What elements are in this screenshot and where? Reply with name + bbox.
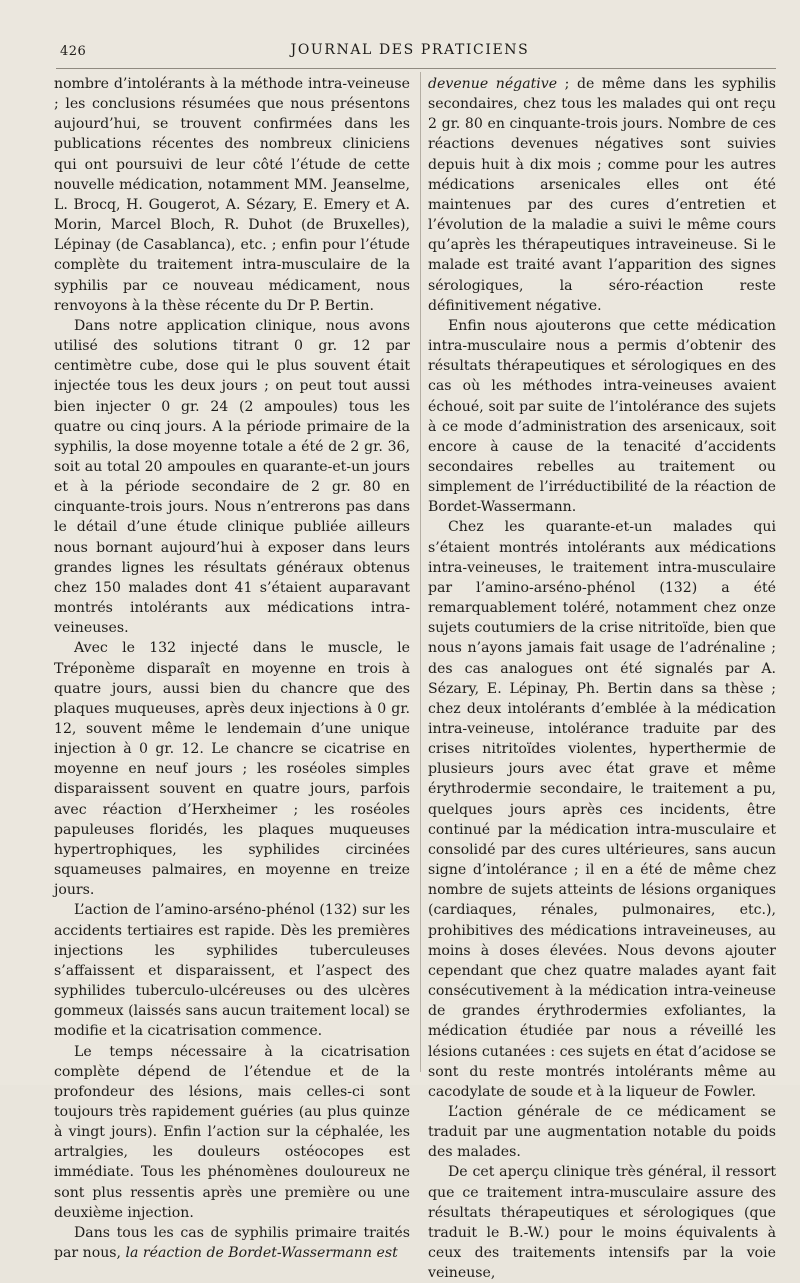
paragraph: Dans notre application clinique, nous avons utilisé des solutions titrant 0 gr. 12 par centimètre cube, dose qui le plus souvent était injectée tous les deux jours ; on peut tout aussi bien injecter 0 gr. 24 (2 ampoules) tous les quatre ou cinq jours. A la période primaire de la syphilis, la dose moyenne totale a été de 2 gr. 36, soit au total 20 ampoules en quarante-et-un jours et à la période secondaire de 2 gr. 80 en cinquante-trois jours. Nous n’entrerons pas dans le détail d’une étude clinique publiée ailleurs nous bornant aujourd’hui à exposer dans leurs grandes lignes les résultats généraux obtenus chez 150 malades dont 41 s’étaient auparavant montrés intolérants aux médications intra-veineuses.: [54, 317, 410, 637]
paragraph: Enfin nous ajouterons que cette médication intra-musculaire nous a permis d’obtenir des résultats thérapeutiques et sérologiques en des cas où les méthodes intra-veineuses avaient échoué, soit par suite de l’intolérance des sujets à ce mode d’administration des arsenicaux, soit encore à cause de la tenacité d’accidents secondaires rebelles au traitement ou simplement de l’irréductibilité de la réaction de Bordet-Wassermann.: [428, 317, 776, 516]
paragraph-text: Dans tous les cas de syphilis primaire traités par nous,: [54, 1224, 410, 1262]
paragraph: [54, 1223, 410, 1263]
paragraph: nombre d’intolérants à la méthode intra-veineuse ; les conclusions résumées que nous présentons aujourd’hui, se trouvent confirmées dans les publications récentes des nombreux cliniciens qui ont poursuivi de leur côté l’étude de cette nouvelle médication, notamment MM. Jeanselme, L. Brocq, H. Gougerot, A. Sézary, E. Emery et A. Morin, Marcel Bloch, R. Duhot (de Bruxelles), Lépinay (de Casablanca), etc. ; enfin pour l’étude complète du traitement intra-musculaire de la syphilis par ce nouveau médicament, nous renvoyons à la thèse récente du Dr P. Bertin.: [54, 76, 410, 314]
emphasis-text: devenue négative: [428, 76, 558, 92]
paragraph: Chez les quarante-et-un malades qui s’étaient montrés intolérants aux médications intra-veineuses, le traitement intra-musculaire par l’amino-arséno-phénol (132) a été remarquablement toléré, notamment chez onze sujets coutumiers de la crise nitritoïde, bien que nous n’ayons jamais fait usage de l’adrénaline ; des cas analogues ont été signalés par A. Sézary, E. Lépinay, Ph. Bertin dans sa thèse ; chez deux intolérants d’emblée à la médication intra-veineuse, intolérance traduite par des crises nitritoïdes violentes, hyperthermie de plusieurs jours avec état grave et même érythrodermie secondaire, le traitement a pu, quelques jours après ces incidents, être continué par la médication intra-musculaire et consolidé par des cures ultérieures, sans aucun signe d’intolérance ; il en a été de même chez nombre de sujets atteints de lésions organiques (cardiaques, rénales, pulmonaires, etc.), prohibitives des médications intraveineuses, au moins à doses élevées. Nous devons ajouter cependant que chez quatre malades ayant fait consécutivement à la médication intra-veineuse de grandes érythrodermies exfoliantes, la médication étudiée par nous a réveillé les lésions cutanées : ces sujets en état d’acidose se sont du reste montrés intolérants même au cacodylate de soude et à la liqueur de Fowler.: [428, 519, 776, 1100]
emphasis-text: la réaction de Bordet-Wassermann est: [125, 1245, 398, 1262]
journal-title: JOURNAL DES PRATICIENS: [290, 42, 530, 58]
paragraph: Avec le 132 injecté dans le muscle, le Tréponème disparaît en moyenne en trois à quatre jours, aussi bien du chancre que des plaques muqueuses, après deux injections à 0 gr. 12, souvent même le lendemain d’une unique injection à 0 gr. 12. Le chancre se cicatrise en moyenne en neuf jours ; les roséoles simples disparaissent souvent en quatre jours, parfois avec réaction d’Herxheimer ; les roséoles papuleuses floridés, les plaques muqueuses hypertrophiques, les syphilides circinées squameuses palmaires, en moyenne en treize jours.: [54, 640, 410, 899]
paragraph: De cet aperçu clinique très général, il ressort que ce traitement intra-musculaire assure des résultats thérapeutiques et sérologiques (que traduit le B.-W.) pour le moins équivalents à ceux des traitements intensifs par la voie veineuse,: [428, 1164, 776, 1282]
header-rule: [56, 68, 776, 69]
paragraph: Le temps nécessaire à la cicatrisation complète dépend de l’étendue et de la profondeur des lésions, mais celles-ci sont toujours très rapidement guéries (au plus quinze à vingt jours). Enfin l’action sur la céphalée, les artralgies, les douleurs ostéocopes est immédiate. Tous les phénomènes douloureux ne sont plus ressentis après une première ou une deuxième injection.: [54, 1043, 410, 1221]
paragraph: L’action de l’amino-arséno-phénol (132) sur les accidents tertiaires est rapide. Dès les premières injections les syphilides tuberculeuses s’affaissent et disparaissent, et l’aspect des syphilides tuberculo-ulcéreuses ou des ulcères gommeux (laissés sans aucun traitement local) se modifie et la cicatrisation commence.: [54, 902, 410, 1040]
paragraph: [428, 74, 776, 316]
paragraph: L’action générale de ce médicament se traduit par une augmentation notable du poids des malades.: [428, 1103, 776, 1161]
paragraph-text: ; de même dans les syphilis secondaires, chez tous les malades qui ont reçu 2 gr. 80 en cinquante-trois jours. Nombre de ces réactions devenues négatives sont suivies depuis huit à dix mois ; comme pour les autres médications arsenicales elles ont été maintenues par des cures d’entretien et l’évolution de la maladie a suivi le même cours qu’après les thérapeutiques intraveineuse. Si le malade est traité avant l’apparition des signes sérologiques, la séro-réaction reste définitivement négative.: [428, 76, 776, 314]
right-column: [428, 74, 776, 1283]
column-divider: [420, 72, 421, 1072]
page-header: [60, 40, 760, 62]
page-number: 426: [60, 44, 87, 59]
